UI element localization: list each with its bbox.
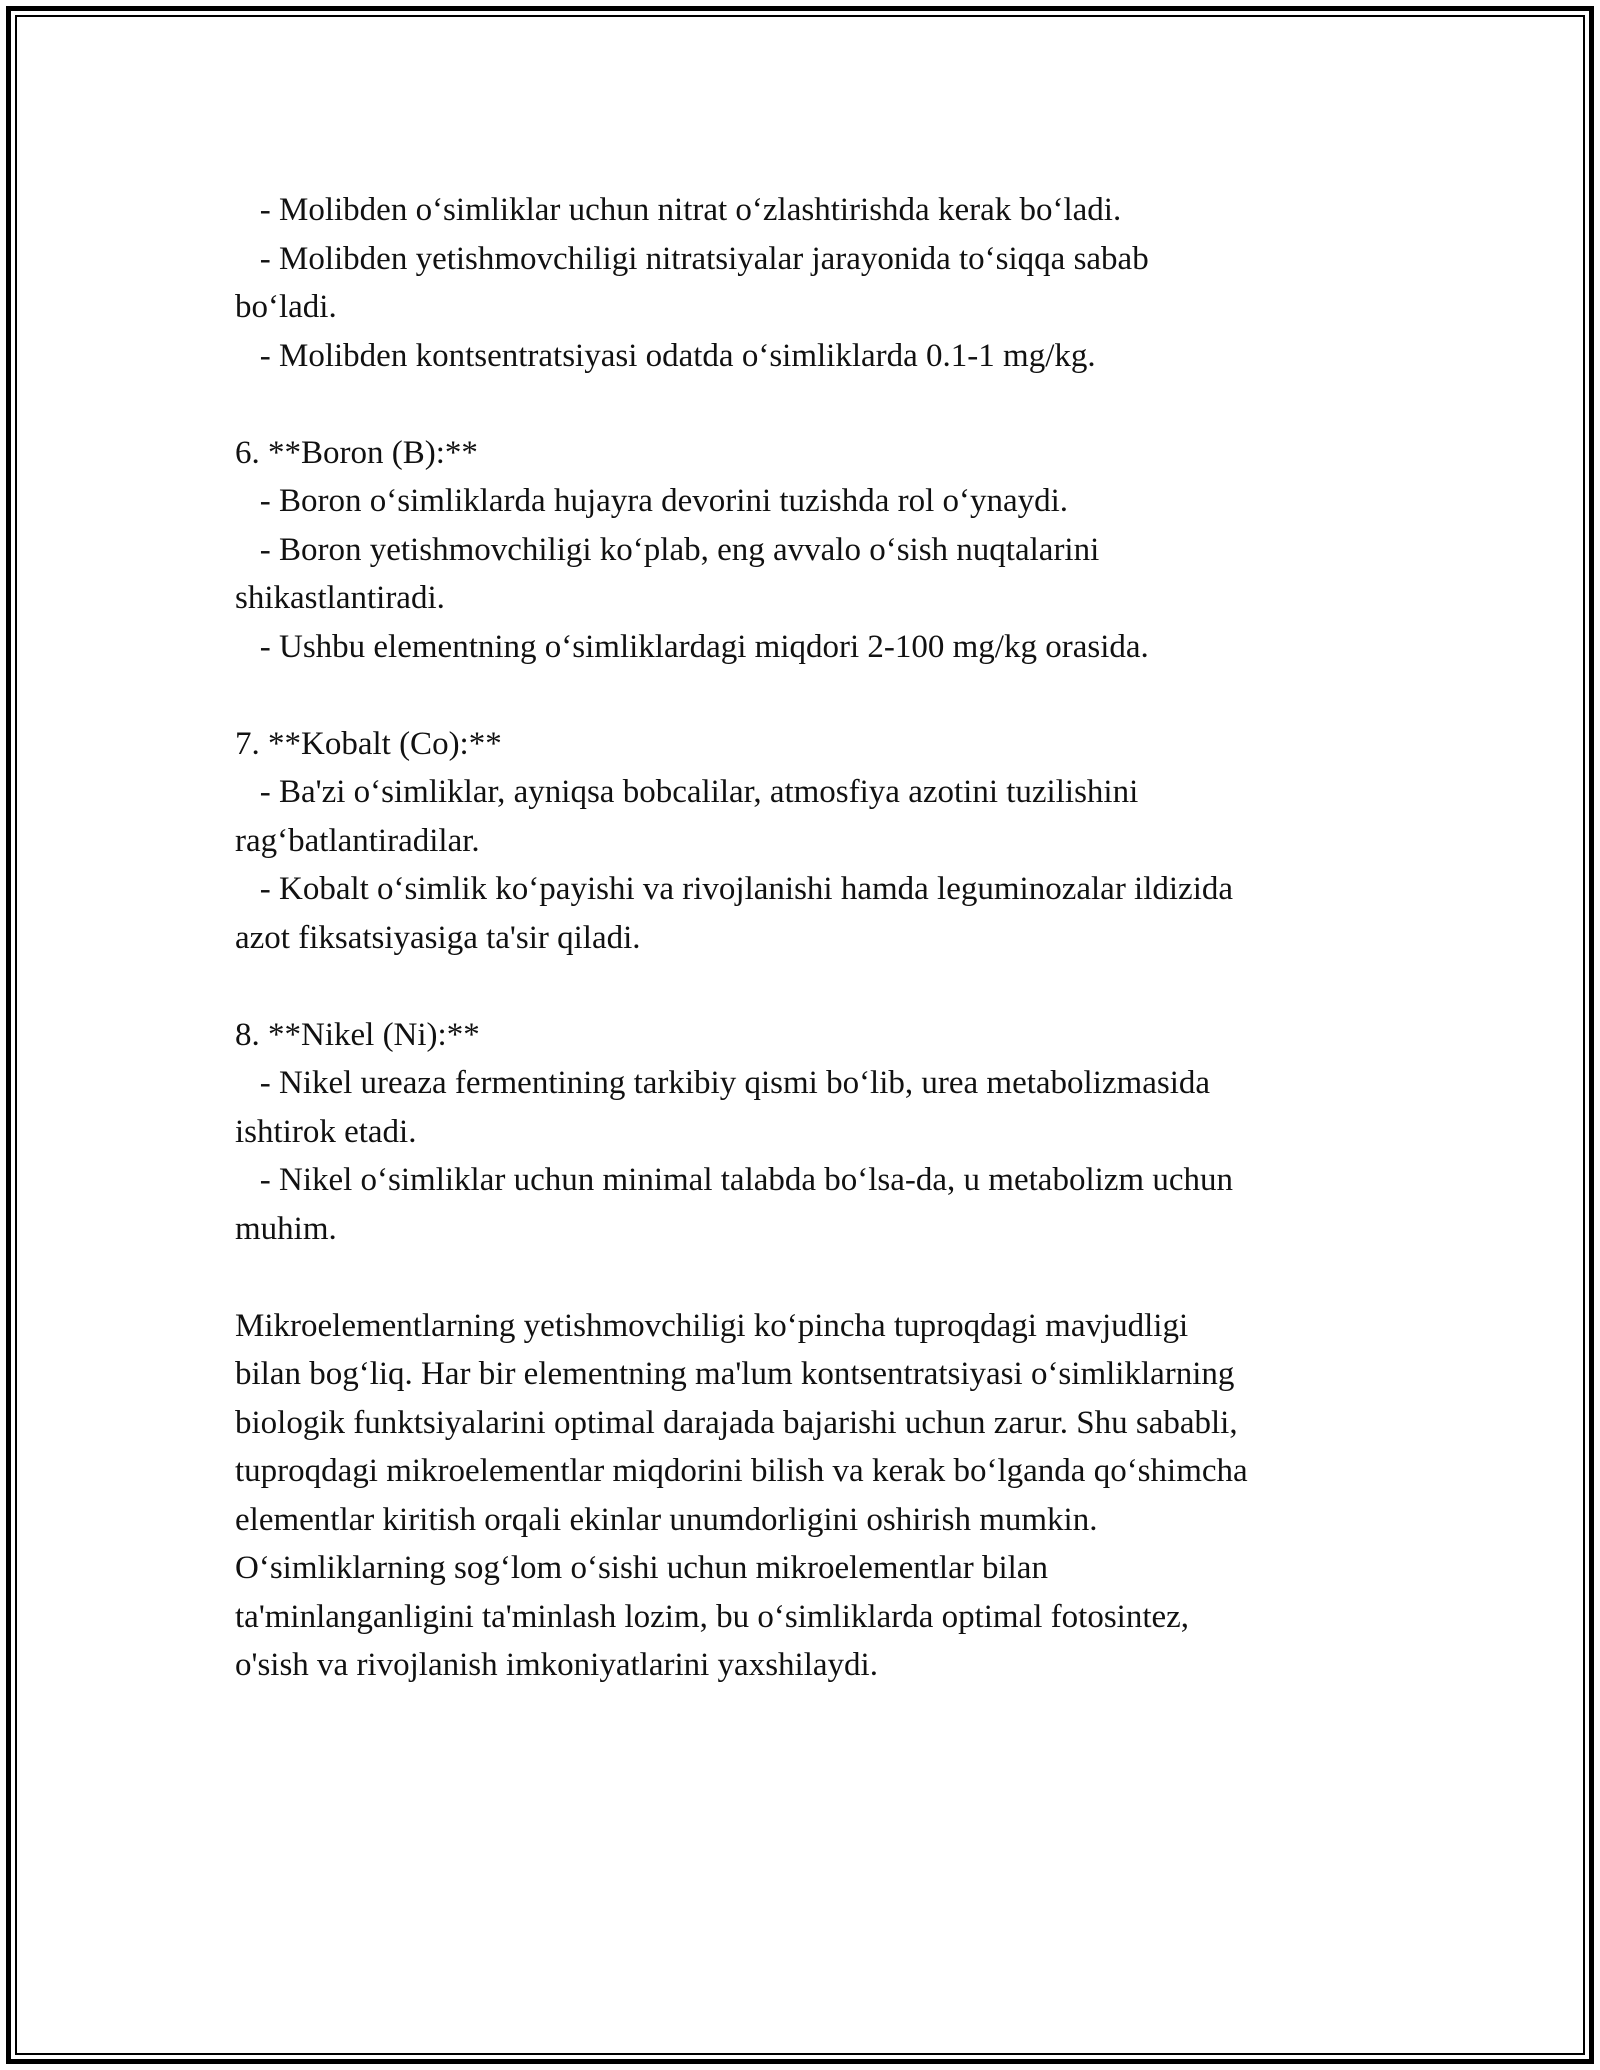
document-body — [235, 186, 1375, 1690]
conclusion-line: elementlar kiritish orqali ekinlar unumdorligini oshirish mumkin. — [235, 1501, 1098, 1538]
text-line: - Nikel o‘simliklar uchun minimal talabda bo‘lsa-da, u metabolizm uchun — [235, 1162, 1233, 1198]
conclusion-line: bilan bog‘liq. Har bir elementning ma'lum kontsentratsiyasi o‘simliklarning — [235, 1356, 1235, 1392]
conclusion-line: biologik funktsiyalarini optimal darajada bajarishi uchun zarur. Shu sababli, — [235, 1404, 1238, 1441]
section-heading-nikel: 8. **Nikel (Ni):** — [235, 1016, 480, 1053]
text-line: - Ba'zi o‘simliklar, ayniqsa bobcalilar, atmosfiya azotini tuzilishini — [235, 774, 1139, 810]
conclusion-line: O‘simliklarning sog‘lom o‘sishi uchun mikroelementlar bilan — [235, 1550, 1048, 1586]
text-line: shikastlantiradi. — [235, 580, 445, 616]
conclusion-line: ta'minlanganligini ta'minlash lozim, bu o‘simliklarda optimal fotosintez, — [235, 1598, 1190, 1635]
blank-line — [235, 962, 1375, 1011]
text-line: muhim. — [235, 1210, 337, 1247]
conclusion-line: o'sish va rivojlanish imkoniyatlarini yaxshilaydi. — [235, 1647, 878, 1683]
text-line: rag‘batlantiradilar. — [235, 822, 480, 859]
conclusion-line: tuproqdagi mikroelementlar miqdorini bilish va kerak bo‘lganda qo‘shimcha — [235, 1453, 1248, 1489]
text-line: - Kobalt o‘simlik ko‘payishi va rivojlanishi hamda leguminozalar ildizida — [235, 871, 1234, 907]
text-line: azot fiksatsiyasiga ta'sir qiladi. — [235, 919, 641, 956]
blank-line — [235, 671, 1375, 720]
text-line: - Molibden kontsentratsiyasi odatda o‘simliklarda 0.1-1 mg/kg. — [235, 337, 1096, 374]
text-line: ishtirok etadi. — [235, 1113, 417, 1150]
text-line: - Ushbu elementning o‘simliklardagi miqdori 2-100 mg/kg orasida. — [235, 628, 1149, 665]
blank-line — [235, 380, 1375, 429]
text-line: - Nikel ureaza fermentining tarkibiy qismi bo‘lib, urea metabolizmasida — [235, 1065, 1211, 1101]
section-heading-kobalt: 7. **Kobalt (Co):** — [235, 725, 502, 762]
text-line: - Boron o‘simliklarda hujayra devorini tuzishda rol o‘ynaydi. — [235, 483, 1069, 519]
blank-line — [235, 1253, 1375, 1302]
text-line: - Molibden yetishmovchiligi nitratsiyalar jarayonida to‘siqqa sabab — [235, 240, 1149, 277]
conclusion-line: Mikroelementlarning yetishmovchiligi ko‘pincha tuproqdagi mavjudligi — [235, 1307, 1189, 1344]
section-heading-boron: 6. **Boron (B):** — [235, 434, 478, 471]
text-line: - Boron yetishmovchiligi ko‘plab, eng avvalo o‘sish nuqtalarini — [235, 531, 1100, 568]
text-line: bo‘ladi. — [235, 289, 337, 325]
text-line: - Molibden o‘simliklar uchun nitrat o‘zlashtirishda kerak bo‘ladi. — [235, 192, 1122, 228]
